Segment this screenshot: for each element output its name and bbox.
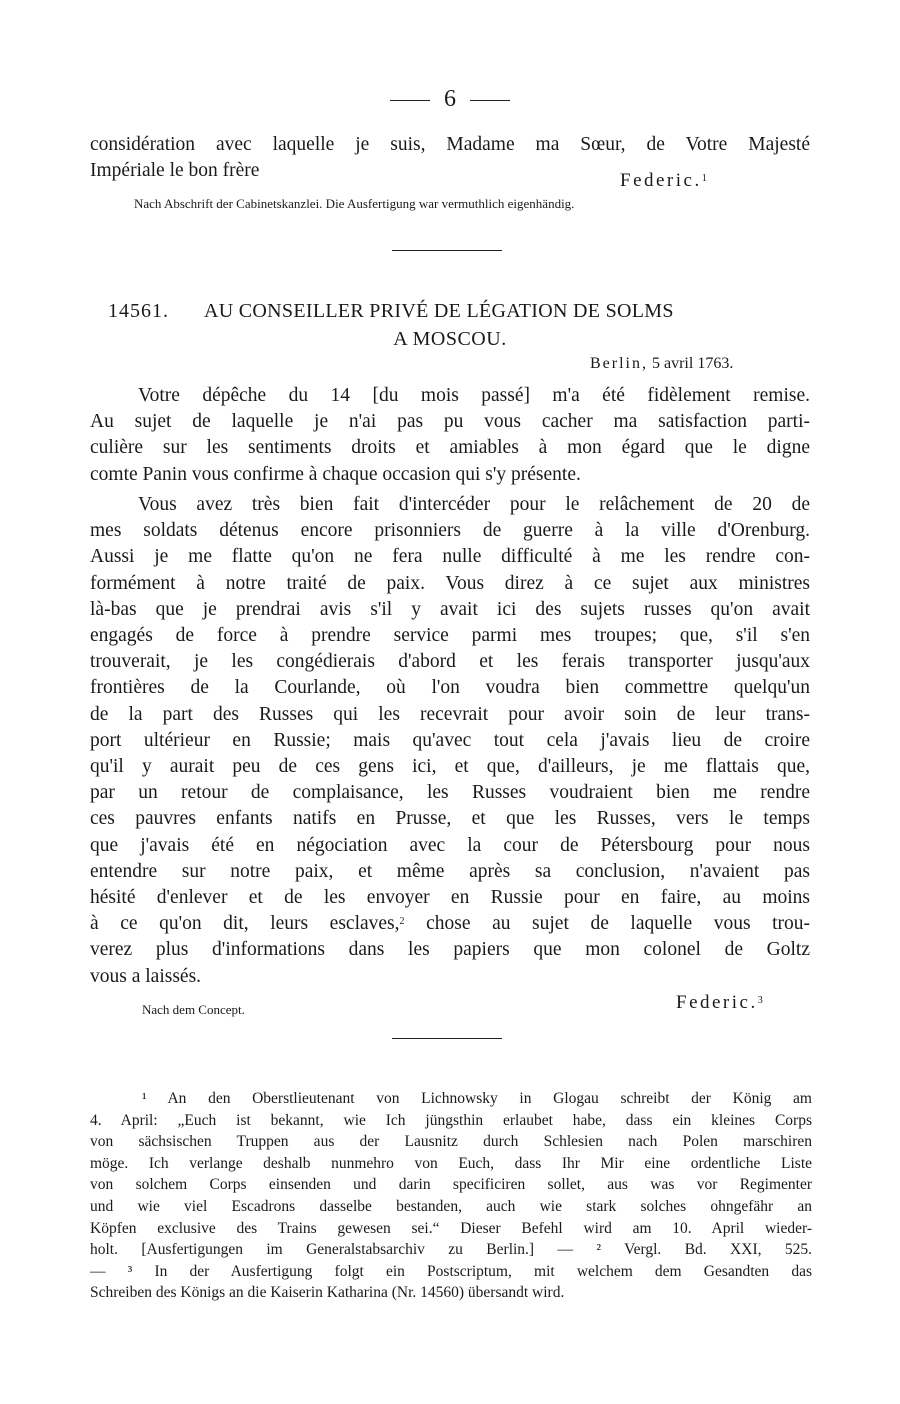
footnote-line: Köpfen exclusive des Trains gewesen sei.“ Dieser Befehl wird am 10. April wieder-	[90, 1219, 812, 1237]
page-number: 6	[444, 86, 456, 112]
text-line: frontières de la Courlande, où l'on voudra bien commettre quelqu'un	[90, 677, 810, 699]
text-line: culière sur les sentiments droits et amiables à mon égard que le digne	[90, 437, 810, 459]
letter2-signature	[676, 990, 763, 1016]
text-line: ces pauvres enfants natifs en Prusse, et que les Russes, vers le temps	[90, 808, 810, 830]
dateline-place: Berlin,	[590, 355, 648, 372]
letter1-source-note: Nach Abschrift der Cabinetskanzlei. Die Ausfertigung war vermuthlich eigenhändig.	[134, 196, 575, 211]
text-line: là-bas que je prendrai avis s'il y avait ici des sujets russes qu'on avait	[90, 598, 810, 620]
text-line: que j'avais été en négociation avec la cour de Pétersbourg pour nous	[90, 834, 810, 856]
text-line: Au sujet de laquelle je n'ai pas pu vous cacher ma satisfaction parti-	[90, 411, 810, 433]
footnote-line: und wie viel Escadrons dasselbe bestanden, auch wie stark solches ohngefähr an	[90, 1197, 812, 1215]
text-line: formément à notre traité de paix. Vous direz à ce sujet aux ministres	[90, 572, 810, 594]
text-line	[90, 911, 810, 937]
footnote-line: von sächsischen Truppen aus der Lausnitz durch Schlesien nach Polen marschiren	[90, 1133, 812, 1151]
text-line: verez plus d'informations dans les papiers que mon colonel de Goltz	[90, 939, 810, 961]
footnote-line: Schreiben des Königs an die Kaiserin Katharina (Nr. 14560) übersandt wird.	[90, 1284, 565, 1302]
text-line: mes soldats détenus encore prisonniers de guerre à la ville d'Orenburg.	[90, 520, 810, 542]
text-line: de la part des Russes qui les recevrait pour avoir soin de leur trans-	[90, 703, 810, 725]
footnote-ref-3: 3	[757, 995, 763, 1006]
text-line-part: chose au sujet de laquelle vous trou-	[426, 913, 811, 935]
section-divider	[392, 1038, 502, 1039]
dateline	[590, 355, 733, 373]
text-line-part: à ce qu'on dit, leurs esclaves,	[90, 913, 400, 935]
dateline-date: 5 avril 1763.	[652, 355, 734, 372]
footnote-line: ¹ An den Oberstlieutenant von Lichnowsky in Glogau schreibt der König am	[142, 1090, 812, 1107]
signature-text: Federic.	[676, 992, 758, 1013]
text-line: qu'il y aurait peu de ces gens ici, et que, d'ailleurs, je me flattais que,	[90, 756, 810, 778]
text-line: Votre dépêche du 14 [du mois passé] m'a été fidèlement remise.	[138, 385, 810, 406]
text-line: hésité d'enlever et de les envoyer en Russie pour en faire, au moins	[90, 887, 810, 909]
text-line: Aussi je me flatte qu'on ne fera nulle difficulté à me les rendre con-	[90, 546, 810, 568]
text-line: vous a laissés.	[90, 965, 202, 987]
letter-title: AU CONSEILLER PRIVÉ DE LÉGATION DE SOLMS	[204, 300, 674, 322]
footnote-line: — ³ In der Ausfertigung folgt ein Postscriptum, mit welchem dem Gesandten das	[90, 1262, 812, 1280]
page-header	[0, 86, 900, 113]
paragraph-1	[90, 383, 810, 488]
text-line: port ultérieur en Russie; mais qu'avec tout cela j'avais lieu de croire	[90, 729, 810, 751]
letter1-signature	[620, 168, 707, 194]
header-dash-right	[470, 100, 510, 101]
paragraph-2	[90, 492, 810, 990]
signature-text: Federic.	[620, 170, 702, 191]
footnote-line: holt. [Ausfertigungen im Generalstabsarchiv zu Berlin.] — ² Vergl. Bd. XXI, 525.	[90, 1241, 812, 1259]
footnotes	[90, 1088, 812, 1304]
text-line: trouverait, je les congédierais d'abord et les ferais transporter jusqu'aux	[90, 651, 810, 673]
letter1-closing	[90, 132, 810, 158]
letter2-source-note: Nach dem Concept.	[142, 1002, 245, 1017]
footnote-line: möge. Ich verlange deshalb nunmehro von Euch, dass Ihr Mir eine ordentliche Liste	[90, 1154, 812, 1172]
text-line: engagés de force à prendre service parmi mes troupes; que, s'il s'en	[90, 625, 810, 647]
footnote-line: von solchem Corps einsenden und darin specificiren sollet, aus was vor Regimenter	[90, 1176, 812, 1194]
text-line: comte Panin vous confirme à chaque occasion qui s'y présente.	[90, 463, 581, 485]
footnote-ref-1: 1	[701, 173, 707, 184]
text-line: entendre sur notre paix, et même après sa conclusion, n'avaient pas	[90, 860, 810, 882]
footnote-ref-2: 2	[399, 916, 405, 928]
header-dash-left	[390, 100, 430, 101]
section-divider	[392, 250, 502, 251]
footnote-line: 4. April: „Euch ist bekannt, wie Ich jüngsthin erlaubet habe, dass ein kleines Corps	[90, 1111, 812, 1129]
closing-line: Impériale le bon frère	[90, 160, 260, 181]
document-number: 14561.	[108, 300, 169, 322]
text-line: par un retour de complaisance, les Russes voudraient bien me rendre	[90, 782, 810, 804]
closing-line: considération avec laquelle je suis, Madame ma Sœur, de Votre Majesté	[90, 134, 810, 155]
text-line: Vous avez très bien fait d'intercéder pour le relâchement de 20 de	[138, 494, 810, 515]
letter-title-line-2: A MOSCOU.	[393, 328, 507, 350]
